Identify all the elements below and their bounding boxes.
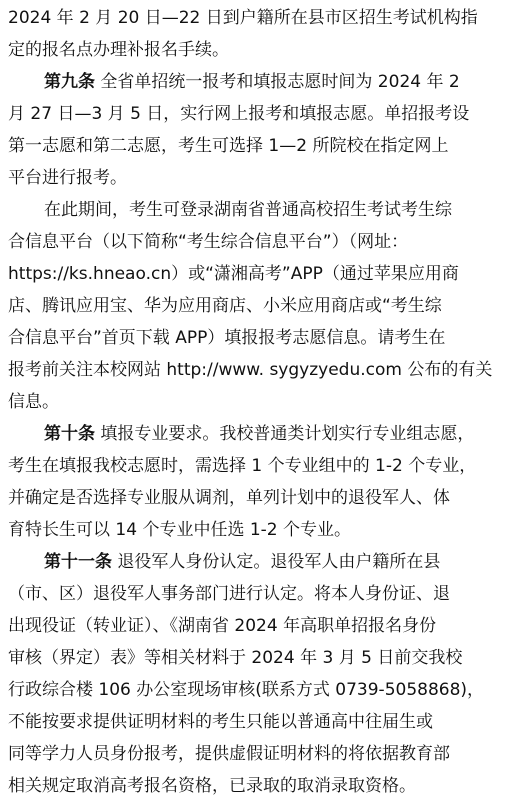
text-line: 填报专业要求。我校普通类计划实行专业组志愿， bbox=[100, 424, 475, 444]
article-9-label: 第九条 bbox=[44, 72, 95, 92]
text-line: 信息。 bbox=[8, 392, 59, 412]
text-line: 相关规定取消高考报名资格，已录取的取消录取资格。 bbox=[8, 776, 416, 796]
article-11-first-line bbox=[8, 546, 500, 578]
text-line: 报考前关注本校网站 http://www. sygyzyedu.com 公布的有关 bbox=[8, 360, 493, 380]
text-line: 定的报名点办理补报名手续。 bbox=[8, 40, 229, 60]
text-line: （市、区）退役军人事务部门进行认定。将本人身份证、退 bbox=[8, 584, 450, 604]
text-line: 合信息平台”首页下载 APP）填报报考志愿信息。请考生在 bbox=[8, 328, 446, 348]
text-line: 平台进行报考。 bbox=[8, 168, 127, 188]
article-11-label: 第十一条 bbox=[44, 552, 112, 572]
text-line: 合信息平台（以下简称“考生综合信息平台”）（网址： bbox=[8, 232, 409, 252]
text-line: 月 27 日—3 月 5 日，实行网上报考和填报志愿。单招报考设 bbox=[8, 104, 470, 124]
article-9-first-line bbox=[8, 66, 500, 98]
text-line: 第一志愿和第二志愿，考生可选择 1—2 所院校在指定网上 bbox=[8, 136, 449, 156]
article-10-label: 第十条 bbox=[44, 424, 95, 444]
text-line: 全省单招统一报考和填报志愿时间为 2024 年 2 bbox=[100, 72, 460, 92]
text-line: 审核（界定）表》等相关材料于 2024 年 3 月 5 日前交我校 bbox=[8, 648, 463, 668]
text-line: 同等学力人员身份报考，提供虚假证明材料的将依据教育部 bbox=[8, 744, 450, 764]
text-line: 不能按要求提供证明材料的考生只能以普通高中往届生或 bbox=[8, 712, 433, 732]
text-line: 2024 年 2 月 20 日—22 日到户籍所在县市区招生考试机构指 bbox=[8, 8, 478, 28]
text-line: 出现役证（转业证）、《湖南省 2024 年高职单招报名身份 bbox=[8, 616, 437, 636]
text-line: 店、腾讯应用宝、华为应用商店、小米应用商店或“考生综 bbox=[8, 296, 442, 316]
text-line: 并确定是否选择专业服从调剂，单列计划中的退役军人、体 bbox=[8, 488, 450, 508]
text-line: 育特长生可以 14 个专业中任选 1-2 个专业。 bbox=[8, 520, 352, 540]
text-line: 退役军人身份认定。退役军人由户籍所在县 bbox=[117, 552, 441, 572]
text-line: https://ks.hneao.cn）或“潇湘高考”APP（通过苹果应用商 bbox=[8, 264, 459, 284]
text-line: 考生在填报我校志愿时，需选择 1 个专业组中的 1-2 个专业， bbox=[8, 456, 477, 476]
text-line: 行政综合楼 106 办公室现场审核(联系方式 0739-5058868)， bbox=[8, 680, 485, 700]
text-line: 在此期间，考生可登录湖南省普通高校招生考试考生综 bbox=[44, 200, 452, 220]
article-10-first-line bbox=[8, 418, 500, 450]
